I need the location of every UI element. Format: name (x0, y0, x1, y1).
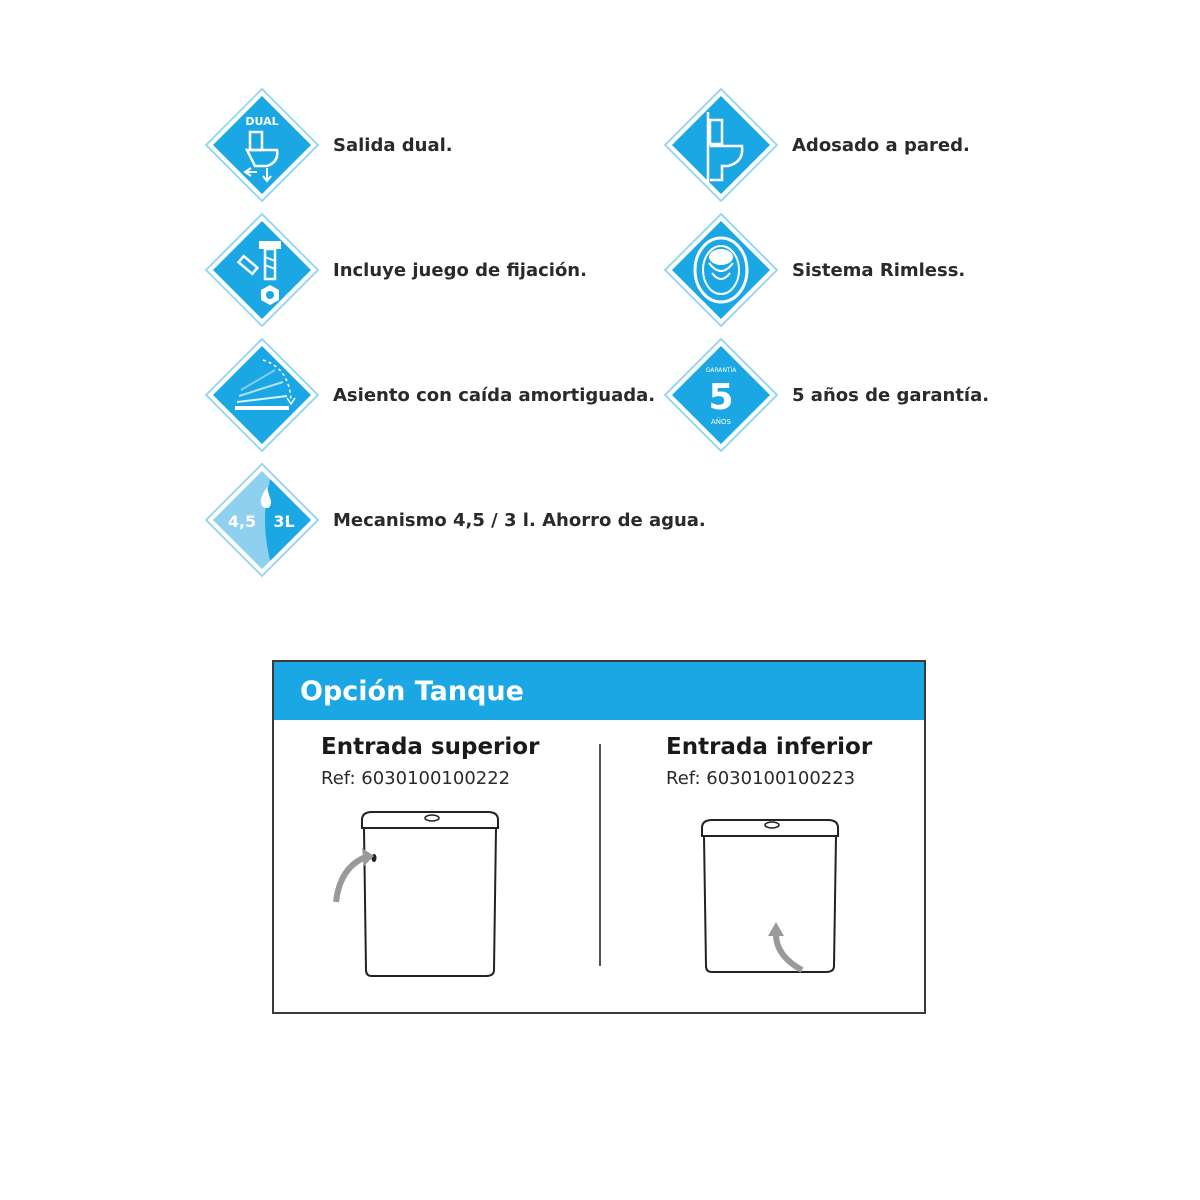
warranty-top-text: GARANTÍA (705, 367, 737, 374)
tank-top-inlet-icon (326, 806, 506, 986)
option-bottom-inlet (666, 734, 872, 789)
water-right-text: 3L (273, 512, 295, 531)
warranty-bottom-text: AÑOS (711, 418, 731, 426)
option-ref: Ref: 6030100100222 (321, 768, 511, 789)
fixing-kit-icon (205, 213, 319, 327)
feature-label: Mecanismo 4,5 / 3 l. Ahorro de agua. (333, 509, 706, 531)
soft-close-seat-icon (205, 338, 319, 452)
water-saving-icon (205, 463, 319, 577)
feature-wall-mounted (664, 88, 970, 202)
dual-flush-icon (205, 88, 319, 202)
tank-bottom-inlet-icon (666, 806, 846, 986)
feature-label: Salida dual. (333, 134, 453, 156)
dual-icon-text: DUAL (245, 115, 279, 128)
rimless-bowl-icon (664, 213, 778, 327)
feature-dual (205, 88, 453, 202)
feature-rimless (664, 213, 965, 327)
option-ref: Ref: 6030100100223 (666, 768, 856, 789)
warranty-icon (664, 338, 778, 452)
feature-warranty (664, 338, 989, 452)
feature-label: Asiento con caída amortiguada. (333, 384, 656, 406)
wall-mounted-toilet-icon (664, 88, 778, 202)
feature-soft-close (205, 338, 655, 452)
option-top-inlet (321, 734, 539, 789)
feature-label: Adosado a pared. (792, 134, 970, 156)
feature-fixing-kit (205, 213, 587, 327)
feature-label: Incluye juego de fijación. (333, 259, 587, 281)
warranty-number: 5 (708, 377, 734, 418)
tank-option-box (272, 660, 926, 1014)
option-divider (599, 744, 601, 966)
water-left-text: 4,5 (227, 512, 257, 531)
feature-water-saving (205, 463, 706, 577)
option-title: Entrada superior (321, 734, 540, 760)
option-title: Entrada inferior (666, 734, 873, 760)
feature-label: 5 años de garantía. (792, 384, 990, 406)
feature-label: Sistema Rimless. (792, 259, 966, 281)
tank-option-title: Opción Tanque (274, 662, 924, 720)
